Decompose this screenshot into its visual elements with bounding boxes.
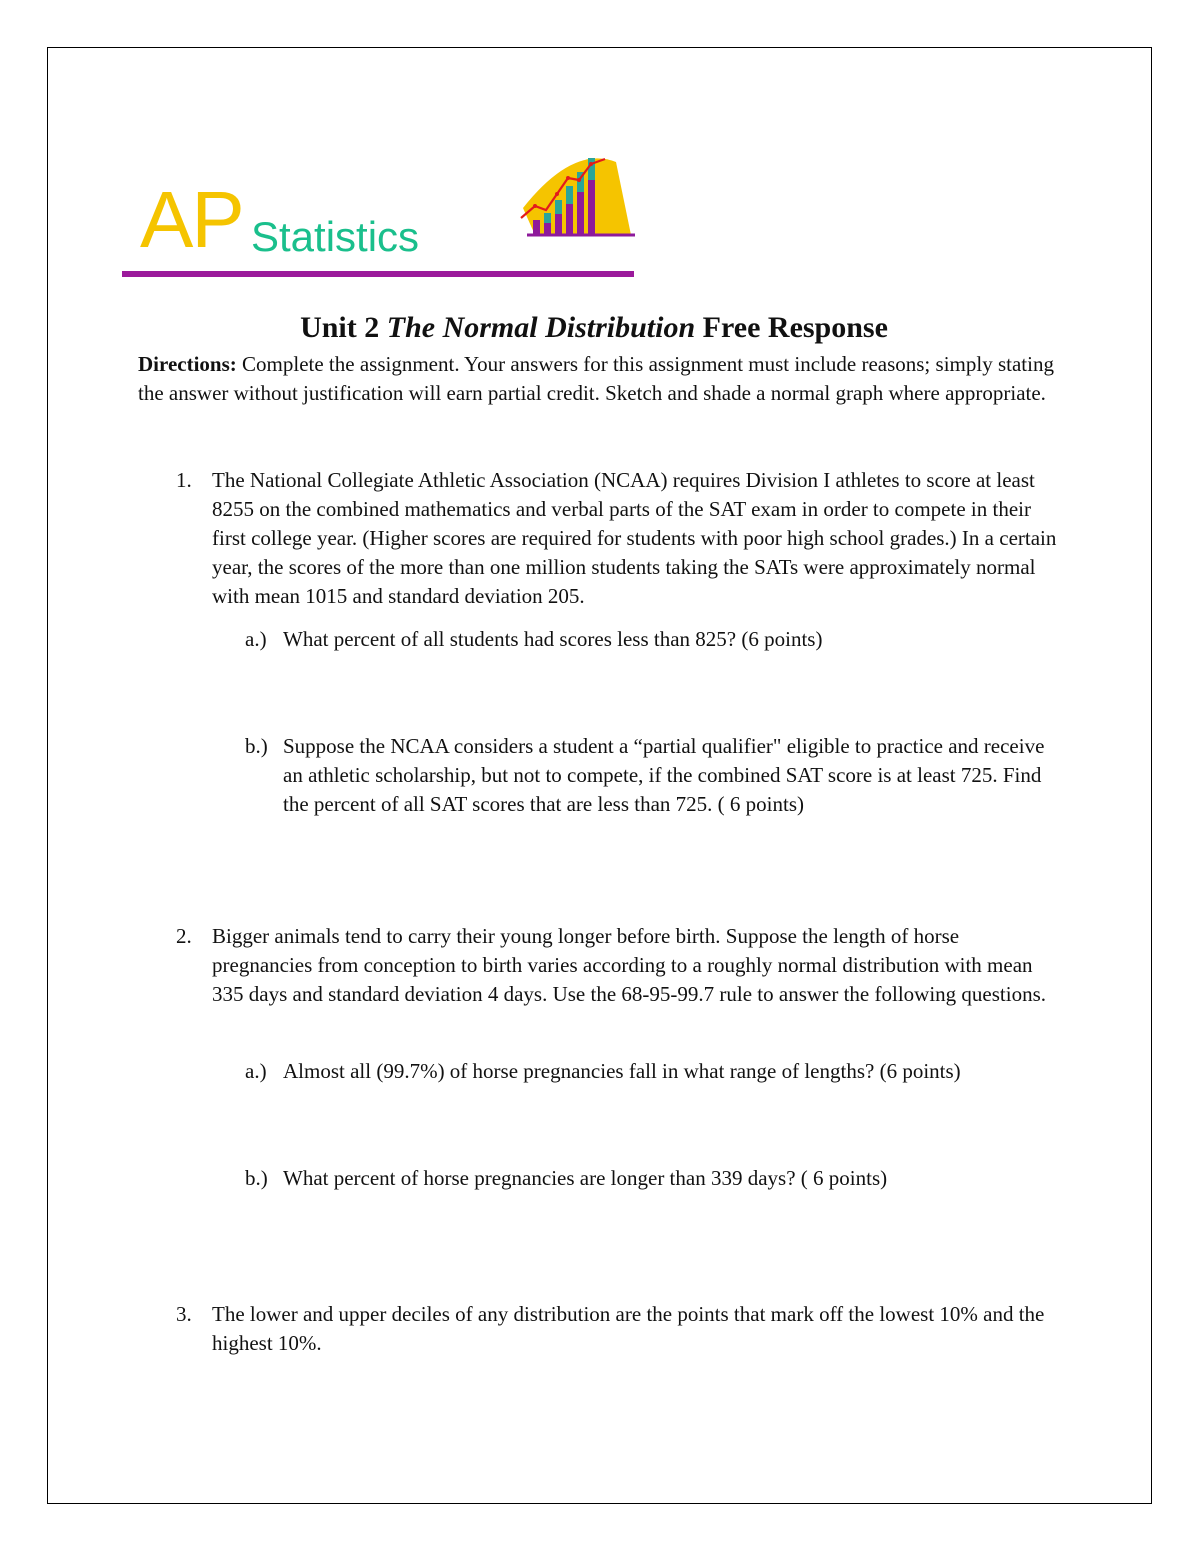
question-text: The National Collegiate Athletic Association (NCAA) requires Division I athletes to score at least 8255 on the combined mathematics and verbal parts of the SAT exam in order to compete in their first college year. (Higher scores are required for students with poor high school grades.) In a certain year, the scores of the more than one million students taking the SATs were approximately normal with mean 1015 and standard deviation 205. xyxy=(212,468,1057,608)
logo-bar xyxy=(544,223,551,235)
directions-label: Directions: xyxy=(138,352,237,376)
logo-bar xyxy=(566,186,573,204)
logo-underline xyxy=(122,271,634,277)
title-italic: The Normal Distribution xyxy=(386,311,696,344)
ap-statistics-logo xyxy=(118,150,643,280)
subquestion-label: b.) xyxy=(245,1166,268,1190)
directions xyxy=(138,350,1078,408)
subquestion-label: a.) xyxy=(245,627,267,651)
question-number: 3. xyxy=(176,1302,192,1326)
logo-bar xyxy=(588,180,595,235)
logo-bar xyxy=(555,214,562,235)
logo-bar xyxy=(566,204,573,235)
question-number: 1. xyxy=(176,468,192,492)
logo-statistics-text: Statistics xyxy=(251,213,420,260)
logo-bar xyxy=(544,213,551,223)
title-prefix: Unit 2 xyxy=(300,311,380,344)
logo-bar xyxy=(533,220,540,235)
logo-bar xyxy=(577,192,584,235)
subquestion-label: a.) xyxy=(245,1059,267,1083)
subquestion-text: What percent of horse pregnancies are longer than 339 days? ( 6 points) xyxy=(283,1166,888,1190)
logo-bar xyxy=(588,158,595,180)
bar-chart-icon xyxy=(513,150,638,245)
subquestion-label: b.) xyxy=(245,734,268,758)
page-title xyxy=(0,310,1188,346)
subquestion-text: What percent of all students had scores less than 825? (6 points) xyxy=(283,627,823,651)
question-number: 2. xyxy=(176,924,192,948)
subquestion-text: Suppose the NCAA considers a student a “partial qualifier" eligible to practice and receive an athletic scholarship, but not to compete, if the combined SAT score is at least 725. Find the percent of all SAT scores that are less than 725. ( 6 points) xyxy=(283,734,1045,816)
subquestion-text: Almost all (99.7%) of horse pregnancies fall in what range of lengths? (6 points) xyxy=(283,1059,961,1083)
question-text: Bigger animals tend to carry their young longer before birth. Suppose the length of horse pregnancies from conception to birth varies according to a roughly normal distribution with mean 335 days and standard deviation 4 days. Use the 68-95-99.7 rule to answer the following questions. xyxy=(212,924,1047,1006)
directions-text: Complete the assignment. Your answers for this assignment must include reasons; simply stating the answer without justification will earn partial credit. Sketch and shade a normal graph where appropriate. xyxy=(138,352,1054,405)
title-suffix: Free Response xyxy=(702,311,888,344)
logo-bar xyxy=(555,200,562,214)
logo-ap-text: AP xyxy=(140,175,243,264)
question-text: The lower and upper deciles of any distribution are the points that mark off the lowest 10% and the highest 10%. xyxy=(212,1302,1045,1355)
